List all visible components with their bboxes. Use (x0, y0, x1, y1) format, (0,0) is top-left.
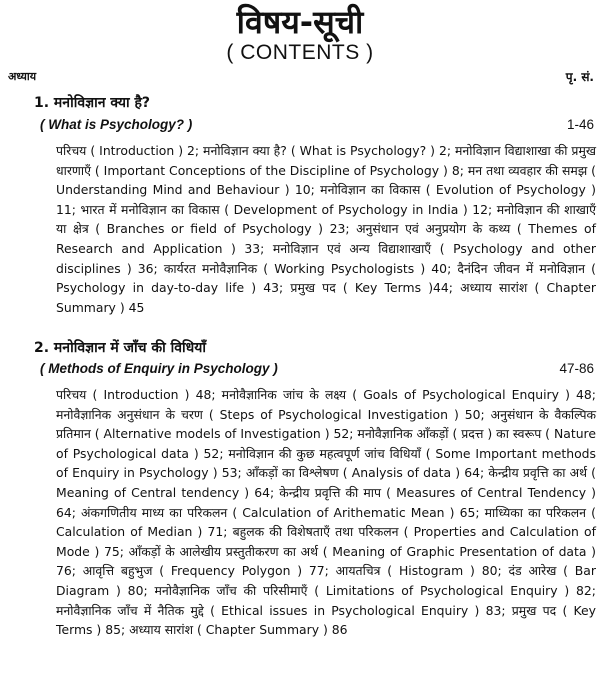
chapter-2-page-range: 47-86 (559, 361, 594, 376)
chapter-1-page-range: 1-46 (566, 117, 594, 132)
chapter-2-title: 2. मनोविज्ञान में जाँच की विधियाँ (34, 340, 207, 356)
chapter-2-contents: परिचय ( Introduction ) 48; मनोवैज्ञानिक जांच के लक्ष्य ( Goals of Psychological Enquiry ) 48; मनोवैज्ञानिक अनुसंधान के चरण ( Steps of Psychological Investigation ) 50; अनुसंधान के वैकल्पिक प्रतिमान ( Alternative models of Investigation ) 52; मनोवैज्ञानिक आँकड़ों ( प्रदत्त ) का स्वरूप ( Nature of Psychological data ) 52; मनोविज्ञान की कुछ महत्वपूर्ण जांच विधियाँ ( Some Important methods of Enquiry in Psychology ) 53; आँकड़ों का विश्लेषण ( Analysis of data ) 64; केन्द्रीय प्रवृत्ति का अर्थ ( Meaning of Central tendency ) 64; केन्द्रीय प्रवृत्ति की माप ( Measures of Central Tendency ) 64; अंकगणितीय माध्य का परिकलन ( Calculation of Arithematic Mean ) 65; माध्यिका का परिकलन ( Calculation of Median ) 71; बहुलक की विशेषताएँ तथा परिकलन ( Properties and Calculation of Mode ) 75; आँकड़ों के आलेखीय प्रस्तुतीकरण का अर्थ ( Meaning of Graphic Presentation of data ) 76; आवृत्ति बहुभुज ( Frequency Polygon ) 77; आयतचित्र ( Histogram ) 80; दंड आरेख ( Bar Diagram ) 80; मनोवैज्ञानिक जाँच की परिसीमाएँ ( Limitations of Psychological Enquiry ) 82; मनोवैज्ञानिक जाँच में नैतिक मुद्दे ( Ethical issues in Psychological Enquiry ) 83; प्रमुख पद ( Key Terms ) 85; अध्याय सारांश ( Chapter Summary ) 86 (56, 387, 596, 638)
chapter-2-english-title: ( Methods of Enquiry in Psychology ) (40, 361, 278, 376)
page-number-column-label: पृ. सं. (565, 70, 594, 84)
chapter-1-contents: परिचय ( Introduction ) 2; मनोविज्ञान क्या है? ( What is Psychology? ) 2; मनोविज्ञान विद्याशाखा की प्रमुख धारणाएँ ( Important Conceptions of the Discipline of Psychology ) 8; मन तथा व्यवहार की समझ ( Understanding Mind and Behaviour ) 10; मनोविज्ञान का विकास ( Evolution of Psychology ) 11; भारत में मनोविज्ञान का विकास ( Development of Psychology in India ) 12; मनोविज्ञान की शाखाएँ या क्षेत्र ( Branches or field of Psychology ) 23; अनुसंधान एवं अनुप्रयोग के कथ्य ( Themes of Research and Application ) 33; मनोविज्ञान एवं अन्य विद्याशाखाएँ ( Psychology and other disciplines ) 36; कार्यरत मनोवैज्ञानिक ( Working Psychologists ) 40; दैनंदिन जीवन में मनोविज्ञान ( Psychology in day-to-day life ) 43; प्रमुख पद ( Key Terms )44; अध्याय सारांश ( Chapter Summary ) 45 (56, 143, 596, 315)
chapter-1-title: 1. मनोविज्ञान क्या है? (34, 95, 151, 111)
chapter-1-english-title: ( What is Psychology? ) (40, 117, 193, 132)
page-subtitle: ( CONTENTS ) (226, 41, 374, 64)
chapter-column-label: अध्याय (8, 70, 37, 83)
page-title: विषय-सूची (236, 3, 364, 41)
